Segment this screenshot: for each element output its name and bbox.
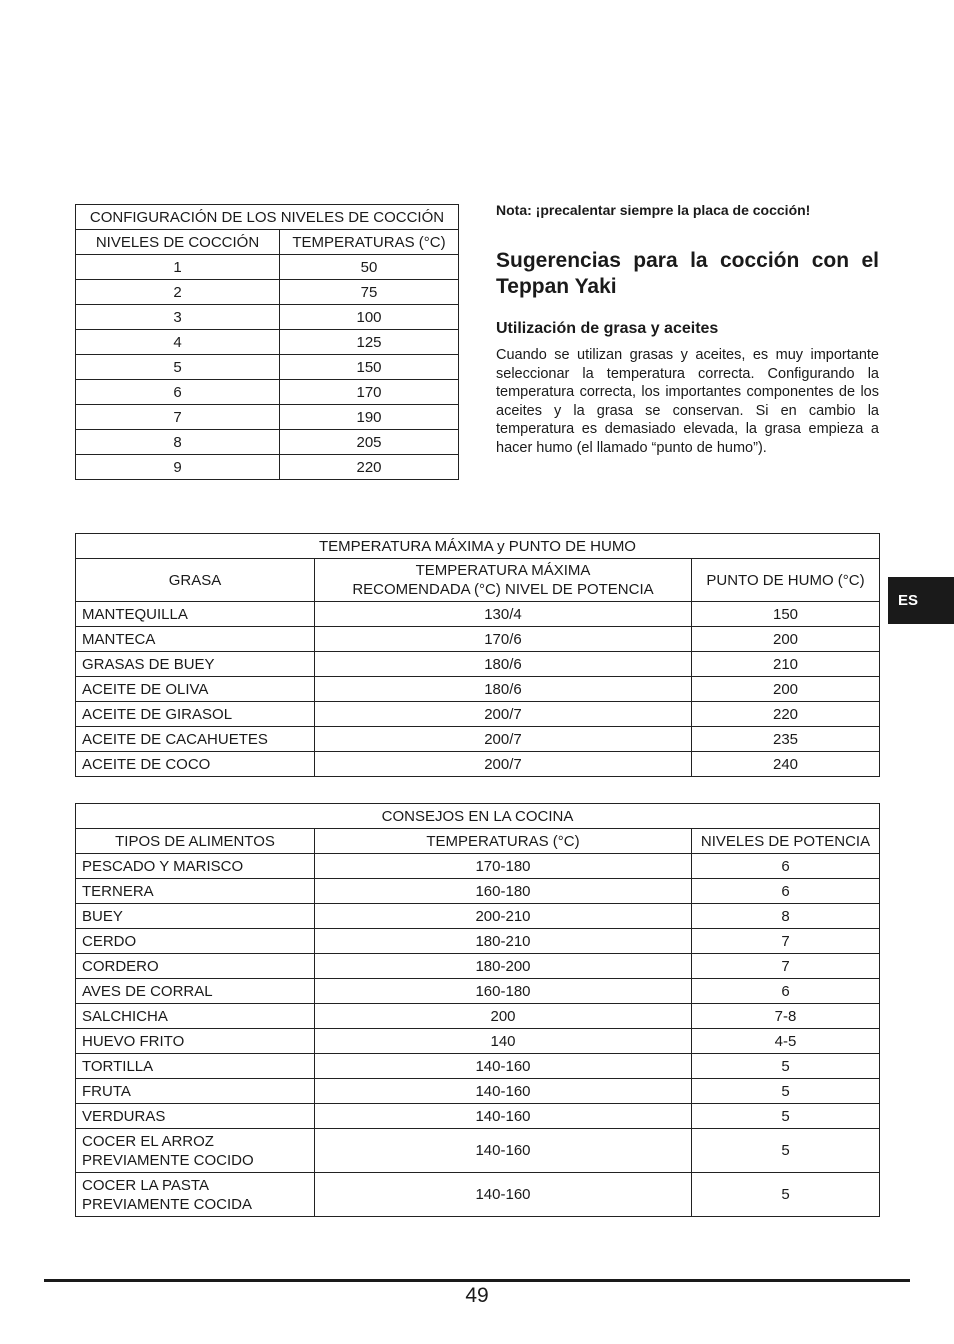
temperature-cell: 140-160 <box>315 1104 692 1129</box>
smoke-point-cell: 220 <box>692 702 880 727</box>
table-row <box>76 627 880 652</box>
power-level-cell: 7 <box>692 954 880 979</box>
power-level-cell: 6 <box>692 879 880 904</box>
temperature-cell: 140-160 <box>315 1079 692 1104</box>
max-temp-cell: 170/6 <box>315 627 692 652</box>
smoke-point-cell: 200 <box>692 627 880 652</box>
table-row <box>76 752 880 777</box>
level-cell: 2 <box>76 280 280 305</box>
fat-name-cell: ACEITE DE OLIVA <box>76 677 315 702</box>
max-temp-cell: 200/7 <box>315 752 692 777</box>
table-row <box>76 280 459 305</box>
temperature-cell: 140 <box>315 1029 692 1054</box>
table-row <box>76 405 459 430</box>
cooking-tips-table <box>75 803 880 1217</box>
table-row <box>76 954 880 979</box>
smoke-point-cell: 240 <box>692 752 880 777</box>
food-type-cell: COCER EL ARROZ PREVIAMENTE COCIDO <box>76 1129 315 1173</box>
fat-name-cell: ACEITE DE COCO <box>76 752 315 777</box>
max-temp-cell: 180/6 <box>315 652 692 677</box>
table-header-row <box>76 829 880 854</box>
level-cell: 6 <box>76 380 280 405</box>
smoke-point-cell: 210 <box>692 652 880 677</box>
column-header: GRASA <box>76 559 315 602</box>
temperature-cell: 180-200 <box>315 954 692 979</box>
food-type-cell: VERDURAS <box>76 1104 315 1129</box>
language-tab: ES <box>888 577 954 624</box>
table-row <box>76 1079 880 1104</box>
table-row <box>76 677 880 702</box>
food-type-cell: FRUTA <box>76 1079 315 1104</box>
table-header-row <box>76 230 459 255</box>
table-row <box>76 255 459 280</box>
power-level-cell: 5 <box>692 1079 880 1104</box>
column-header: NIVELES DE POTENCIA <box>692 829 880 854</box>
table-row <box>76 879 880 904</box>
power-level-cell: 6 <box>692 979 880 1004</box>
level-cell: 7 <box>76 405 280 430</box>
table-row <box>76 854 880 879</box>
cooking-levels-table <box>75 204 459 480</box>
power-level-cell: 5 <box>692 1173 880 1217</box>
table-row <box>76 702 880 727</box>
fat-name-cell: MANTEQUILLA <box>76 602 315 627</box>
food-type-cell: COCER LA PASTA PREVIAMENTE COCIDA <box>76 1173 315 1217</box>
power-level-cell: 8 <box>692 904 880 929</box>
body-paragraph: Cuando se utilizan grasas y aceites, es muy importante seleccionar la temperatura correcta. Configurando la temperatura correcta, los importantes componentes de los aceites y la grasa se conservan. Si en cambio la temperatura es demasiado elevada, la grasa empieza a hacer humo (el llamado “punto de humo”). <box>496 347 879 456</box>
temperature-cell: 140-160 <box>315 1129 692 1173</box>
table-row <box>76 904 880 929</box>
table-header-row <box>76 559 880 602</box>
table-row <box>76 1104 880 1129</box>
table-row <box>76 652 880 677</box>
temperature-cell: 50 <box>280 255 459 280</box>
section-subheading: Utilización de grasa y aceites <box>496 320 719 337</box>
table-title: CONSEJOS EN LA COCINA <box>76 804 880 829</box>
table-row <box>76 305 459 330</box>
temperature-cell: 140-160 <box>315 1054 692 1079</box>
temperature-cell: 170-180 <box>315 854 692 879</box>
power-level-cell: 5 <box>692 1104 880 1129</box>
temperature-cell: 190 <box>280 405 459 430</box>
preheat-note: Nota: ¡precalentar siempre la placa de cocción! <box>496 202 811 218</box>
table-row <box>76 1004 880 1029</box>
column-header: TEMPERATURAS (°C) <box>315 829 692 854</box>
temperature-cell: 170 <box>280 380 459 405</box>
footer-divider <box>44 1279 910 1282</box>
table-row <box>76 355 459 380</box>
level-cell: 8 <box>76 430 280 455</box>
table-row <box>76 330 459 355</box>
food-type-cell: PESCADO Y MARISCO <box>76 854 315 879</box>
temperature-cell: 200-210 <box>315 904 692 929</box>
temperature-cell: 160-180 <box>315 879 692 904</box>
table-row <box>76 1173 880 1217</box>
max-temp-cell: 200/7 <box>315 727 692 752</box>
table-row <box>76 1029 880 1054</box>
food-type-cell: CERDO <box>76 929 315 954</box>
smoke-point-cell: 200 <box>692 677 880 702</box>
fat-name-cell: MANTECA <box>76 627 315 652</box>
smoke-point-cell: 235 <box>692 727 880 752</box>
temperature-cell: 100 <box>280 305 459 330</box>
power-level-cell: 6 <box>692 854 880 879</box>
power-level-cell: 4-5 <box>692 1029 880 1054</box>
food-type-cell: TORTILLA <box>76 1054 315 1079</box>
power-level-cell: 5 <box>692 1054 880 1079</box>
food-type-cell: HUEVO FRITO <box>76 1029 315 1054</box>
temperature-cell: 205 <box>280 430 459 455</box>
table-title-row <box>76 804 880 829</box>
level-cell: 9 <box>76 455 280 480</box>
temperature-cell: 200 <box>315 1004 692 1029</box>
column-header: TEMPERATURA MÁXIMA RECOMENDADA (°C) NIVEL DE POTENCIA <box>315 559 692 602</box>
page-number: 49 <box>465 1284 489 1307</box>
smoke-point-table <box>75 533 880 777</box>
max-temp-cell: 200/7 <box>315 702 692 727</box>
table-title-row <box>76 534 880 559</box>
food-type-cell: BUEY <box>76 904 315 929</box>
table-title: CONFIGURACIÓN DE LOS NIVELES DE COCCIÓN <box>76 205 459 230</box>
column-header: NIVELES DE COCCIÓN <box>76 230 280 255</box>
power-level-cell: 5 <box>692 1129 880 1173</box>
table-row <box>76 430 459 455</box>
smoke-point-cell: 150 <box>692 602 880 627</box>
column-header: TIPOS DE ALIMENTOS <box>76 829 315 854</box>
table-title: TEMPERATURA MÁXIMA y PUNTO DE HUMO <box>76 534 880 559</box>
temperature-cell: 160-180 <box>315 979 692 1004</box>
fat-name-cell: GRASAS DE BUEY <box>76 652 315 677</box>
section-heading: Sugerencias para la cocción con el Teppan Yaki <box>496 249 879 298</box>
food-type-cell: TERNERA <box>76 879 315 904</box>
column-header: PUNTO DE HUMO (°C) <box>692 559 880 602</box>
table-row <box>76 929 880 954</box>
max-temp-cell: 180/6 <box>315 677 692 702</box>
temperature-cell: 150 <box>280 355 459 380</box>
food-type-cell: SALCHICHA <box>76 1004 315 1029</box>
table-row <box>76 602 880 627</box>
table-row <box>76 380 459 405</box>
level-cell: 4 <box>76 330 280 355</box>
power-level-cell: 7-8 <box>692 1004 880 1029</box>
food-type-cell: AVES DE CORRAL <box>76 979 315 1004</box>
fat-name-cell: ACEITE DE CACAHUETES <box>76 727 315 752</box>
level-cell: 1 <box>76 255 280 280</box>
temperature-cell: 180-210 <box>315 929 692 954</box>
fat-name-cell: ACEITE DE GIRASOL <box>76 702 315 727</box>
table-row <box>76 727 880 752</box>
level-cell: 3 <box>76 305 280 330</box>
food-type-cell: CORDERO <box>76 954 315 979</box>
temperature-cell: 75 <box>280 280 459 305</box>
temperature-cell: 220 <box>280 455 459 480</box>
table-row <box>76 455 459 480</box>
table-row <box>76 979 880 1004</box>
power-level-cell: 7 <box>692 929 880 954</box>
column-header: TEMPERATURAS (°C) <box>280 230 459 255</box>
max-temp-cell: 130/4 <box>315 602 692 627</box>
table-title-row <box>76 205 459 230</box>
temperature-cell: 140-160 <box>315 1173 692 1217</box>
level-cell: 5 <box>76 355 280 380</box>
table-row <box>76 1054 880 1079</box>
temperature-cell: 125 <box>280 330 459 355</box>
table-row <box>76 1129 880 1173</box>
